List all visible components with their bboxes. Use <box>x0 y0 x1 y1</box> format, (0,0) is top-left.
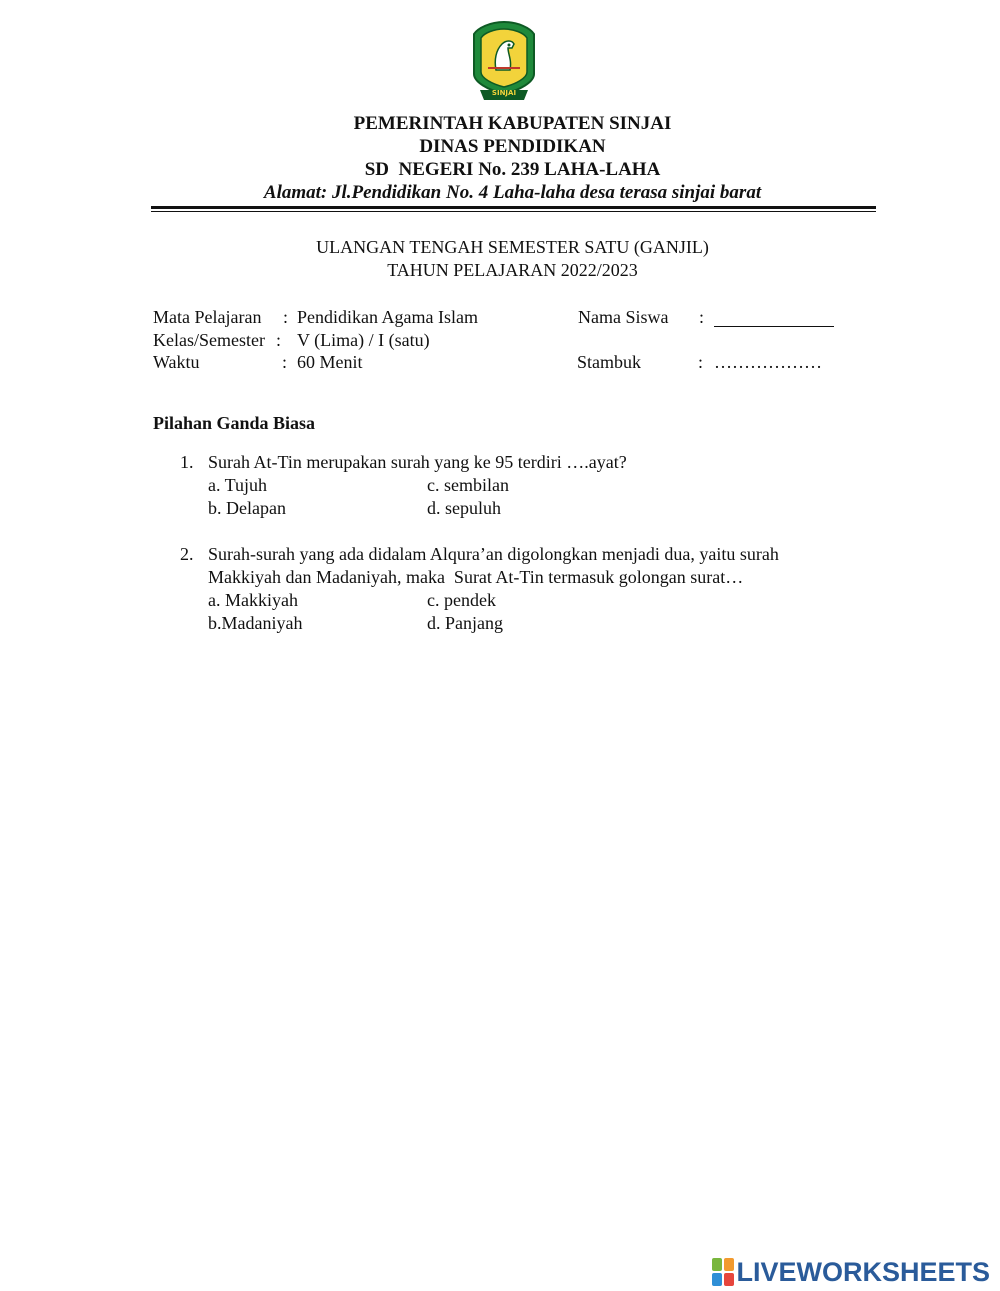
section-title: Pilahan Ganda Biasa <box>153 413 316 433</box>
answer-option-a[interactable]: a. Makkiyah <box>208 590 298 610</box>
class-label: Kelas/Semester <box>153 330 265 350</box>
time-label: Waktu <box>153 352 200 372</box>
liveworksheets-logo-icon <box>712 1258 734 1286</box>
letterhead-thick-rule <box>151 206 876 209</box>
student-name-field[interactable] <box>714 310 834 327</box>
student-name-colon: : <box>699 307 705 327</box>
letterhead-school: SD NEGERI No. 239 LAHA-LAHA <box>364 159 661 180</box>
time-colon: : <box>282 352 288 372</box>
logo-label: SINJAI <box>491 89 517 97</box>
question-number: 1. <box>180 452 194 472</box>
answer-option-c[interactable]: c. sembilan <box>427 475 509 495</box>
liveworksheets-wordmark: LIVEWORKSHEETS <box>736 1256 990 1287</box>
logo-block-green <box>712 1258 722 1271</box>
class-value: V (Lima) / I (satu) <box>297 330 430 350</box>
letterhead-thin-rule <box>151 211 876 212</box>
question-text: Surah At-Tin merupakan surah yang ke 95 terdiri ….ayat? <box>208 452 627 472</box>
stambuk-label: Stambuk <box>577 352 642 372</box>
letterhead-address: Alamat: Jl.Pendidikan No. 4 Laha-laha desa terasa sinjai barat <box>263 182 762 203</box>
exam-title: ULANGAN TENGAH SEMESTER SATU (GANJIL) <box>316 237 709 257</box>
subject-colon: : <box>283 307 289 327</box>
logo-block-blue <box>712 1273 722 1286</box>
student-name-label: Nama Siswa <box>578 307 669 327</box>
subject-label: Mata Pelajaran <box>153 307 262 327</box>
answer-option-c[interactable]: c. pendek <box>427 590 496 610</box>
answer-option-d[interactable]: d. sepuluh <box>427 498 501 518</box>
answer-option-d[interactable]: d. Panjang <box>427 613 503 633</box>
letterhead-department: DINAS PENDIDIKAN <box>419 136 606 157</box>
letterhead-government: PEMERINTAH KABUPATEN SINJAI <box>353 113 672 134</box>
stambuk-colon: : <box>698 352 704 372</box>
question-text-continued: Makkiyah dan Madaniyah, maka Surat At-Tin termasuk golongan surat… <box>208 567 744 587</box>
logo-block-red <box>724 1273 734 1286</box>
answer-option-a[interactable]: a. Tujuh <box>208 475 268 495</box>
sinjai-emblem-logo <box>468 20 540 102</box>
question-text: Surah-surah yang ada didalam Alqura’an digolongkan menjadi dua, yaitu surah <box>208 544 779 564</box>
question-number: 2. <box>180 544 194 564</box>
stambuk-field[interactable]: ……………… <box>714 352 822 372</box>
answer-option-b[interactable]: b.Madaniyah <box>208 613 303 633</box>
answer-option-b[interactable]: b. Delapan <box>208 498 286 518</box>
exam-year: TAHUN PELAJARAN 2022/2023 <box>387 260 638 280</box>
logo-block-orange <box>724 1258 734 1271</box>
liveworksheets-watermark <box>712 1256 990 1288</box>
time-value: 60 Menit <box>297 352 363 372</box>
class-colon: : <box>276 330 282 350</box>
subject-value: Pendidikan Agama Islam <box>297 307 478 327</box>
